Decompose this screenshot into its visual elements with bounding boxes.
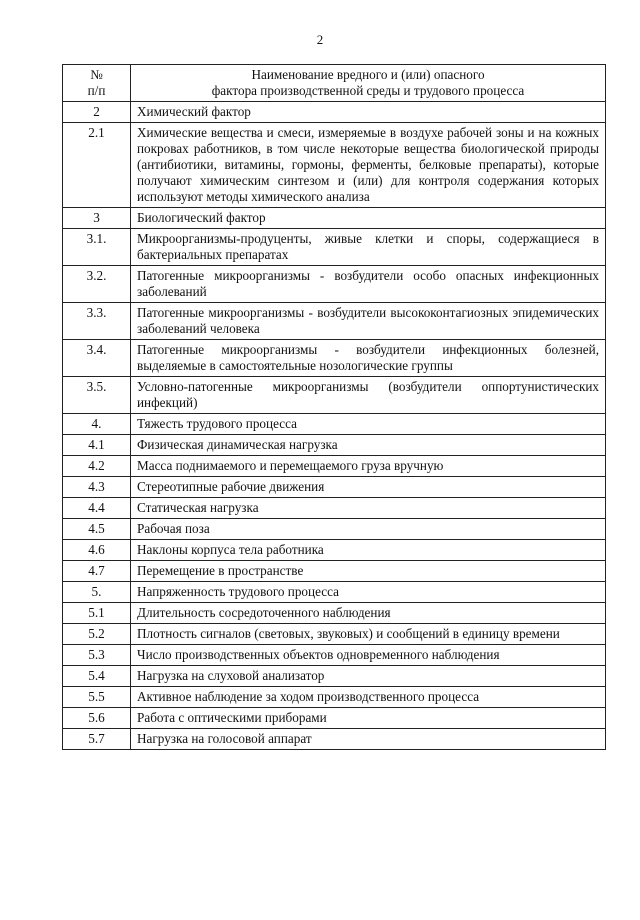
row-factor-name: Масса поднимаемого и перемещаемого груза вручную [131,456,606,477]
row-number: 4.5 [63,519,131,540]
row-number: 5.2 [63,624,131,645]
table-row [63,519,606,540]
row-number: 4.4 [63,498,131,519]
row-factor-name: Химические вещества и смеси, измеряемые в воздухе рабочей зоны и на кожных покровах работников, в том числе некоторые вещества биологической природы (антибиотики, витамины, гормоны, ферменты, белковые препараты), которые получают химическим синтезом и (или) для контроля содержания которых используют методы химического анализа [131,123,606,208]
row-number: 3.3. [63,303,131,340]
table-row [63,208,606,229]
row-factor-name: Химический фактор [131,102,606,123]
table-row [63,498,606,519]
row-factor-name: Патогенные микроорганизмы - возбудители особо опасных инфекционных заболеваний [131,266,606,303]
row-number: 2.1 [63,123,131,208]
row-number: 3.1. [63,229,131,266]
table-row [63,414,606,435]
row-number: 3.2. [63,266,131,303]
table-row [63,708,606,729]
row-number: 5.7 [63,729,131,750]
row-factor-name: Статическая нагрузка [131,498,606,519]
header-number-line2: п/п [87,83,106,98]
row-factor-name: Тяжесть трудового процесса [131,414,606,435]
table-row [63,303,606,340]
row-number: 5.5 [63,687,131,708]
table-row [63,540,606,561]
row-factor-name: Биологический фактор [131,208,606,229]
header-number-cell [63,65,131,102]
row-factor-name: Активное наблюдение за ходом производственного процесса [131,687,606,708]
row-factor-name: Плотность сигналов (световых, звуковых) и сообщений в единицу времени [131,624,606,645]
table-row [63,456,606,477]
row-factor-name: Наклоны корпуса тела работника [131,540,606,561]
row-number: 5.3 [63,645,131,666]
row-number: 5.6 [63,708,131,729]
row-factor-name: Работа с оптическими приборами [131,708,606,729]
table-row [63,729,606,750]
table-row [63,266,606,303]
row-number: 3.4. [63,340,131,377]
table-row [63,582,606,603]
table-row [63,102,606,123]
row-factor-name: Микроорганизмы-продуценты, живые клетки и споры, содержащиеся в бактериальных препаратах [131,229,606,266]
header-name-line1: Наименование вредного и (или) опасного [251,67,485,82]
row-factor-name: Стереотипные рабочие движения [131,477,606,498]
row-factor-name: Условно-патогенные микроорганизмы (возбудители оппортунистических инфекций) [131,377,606,414]
row-number: 2 [63,102,131,123]
table-body [63,102,606,750]
row-number: 3.5. [63,377,131,414]
row-number: 4.6 [63,540,131,561]
row-factor-name: Напряженность трудового процесса [131,582,606,603]
row-factor-name: Рабочая поза [131,519,606,540]
table-row [63,435,606,456]
table-row [63,123,606,208]
row-number: 4.2 [63,456,131,477]
row-number: 3 [63,208,131,229]
table-row [63,340,606,377]
row-factor-name: Патогенные микроорганизмы - возбудители высококонтагиозных эпидемических заболеваний человека [131,303,606,340]
table-row [63,229,606,266]
harmful-factors-table [62,64,606,750]
row-factor-name: Физическая динамическая нагрузка [131,435,606,456]
table-row [63,624,606,645]
table-row [63,377,606,414]
header-row [63,65,606,102]
header-name-cell [131,65,606,102]
header-name-line2: фактора производственной среды и трудового процесса [211,83,525,98]
header-number-line1: № [90,67,103,82]
row-number: 5.4 [63,666,131,687]
row-factor-name: Патогенные микроорганизмы - возбудители инфекционных болезней, выделяемые в самостоятельные нозологические группы [131,340,606,377]
table-row [63,687,606,708]
table-row [63,561,606,582]
table-row [63,666,606,687]
row-number: 5. [63,582,131,603]
row-factor-name: Перемещение в пространстве [131,561,606,582]
table-row [63,645,606,666]
row-number: 4.1 [63,435,131,456]
row-factor-name: Нагрузка на голосовой аппарат [131,729,606,750]
table-row [63,603,606,624]
row-number: 4. [63,414,131,435]
row-number: 4.7 [63,561,131,582]
row-factor-name: Нагрузка на слуховой анализатор [131,666,606,687]
row-number: 4.3 [63,477,131,498]
row-factor-name: Длительность сосредоточенного наблюдения [131,603,606,624]
table-row [63,477,606,498]
page-number: 2 [316,32,324,47]
row-number: 5.1 [63,603,131,624]
table-header [63,65,606,102]
row-factor-name: Число производственных объектов одновременного наблюдения [131,645,606,666]
